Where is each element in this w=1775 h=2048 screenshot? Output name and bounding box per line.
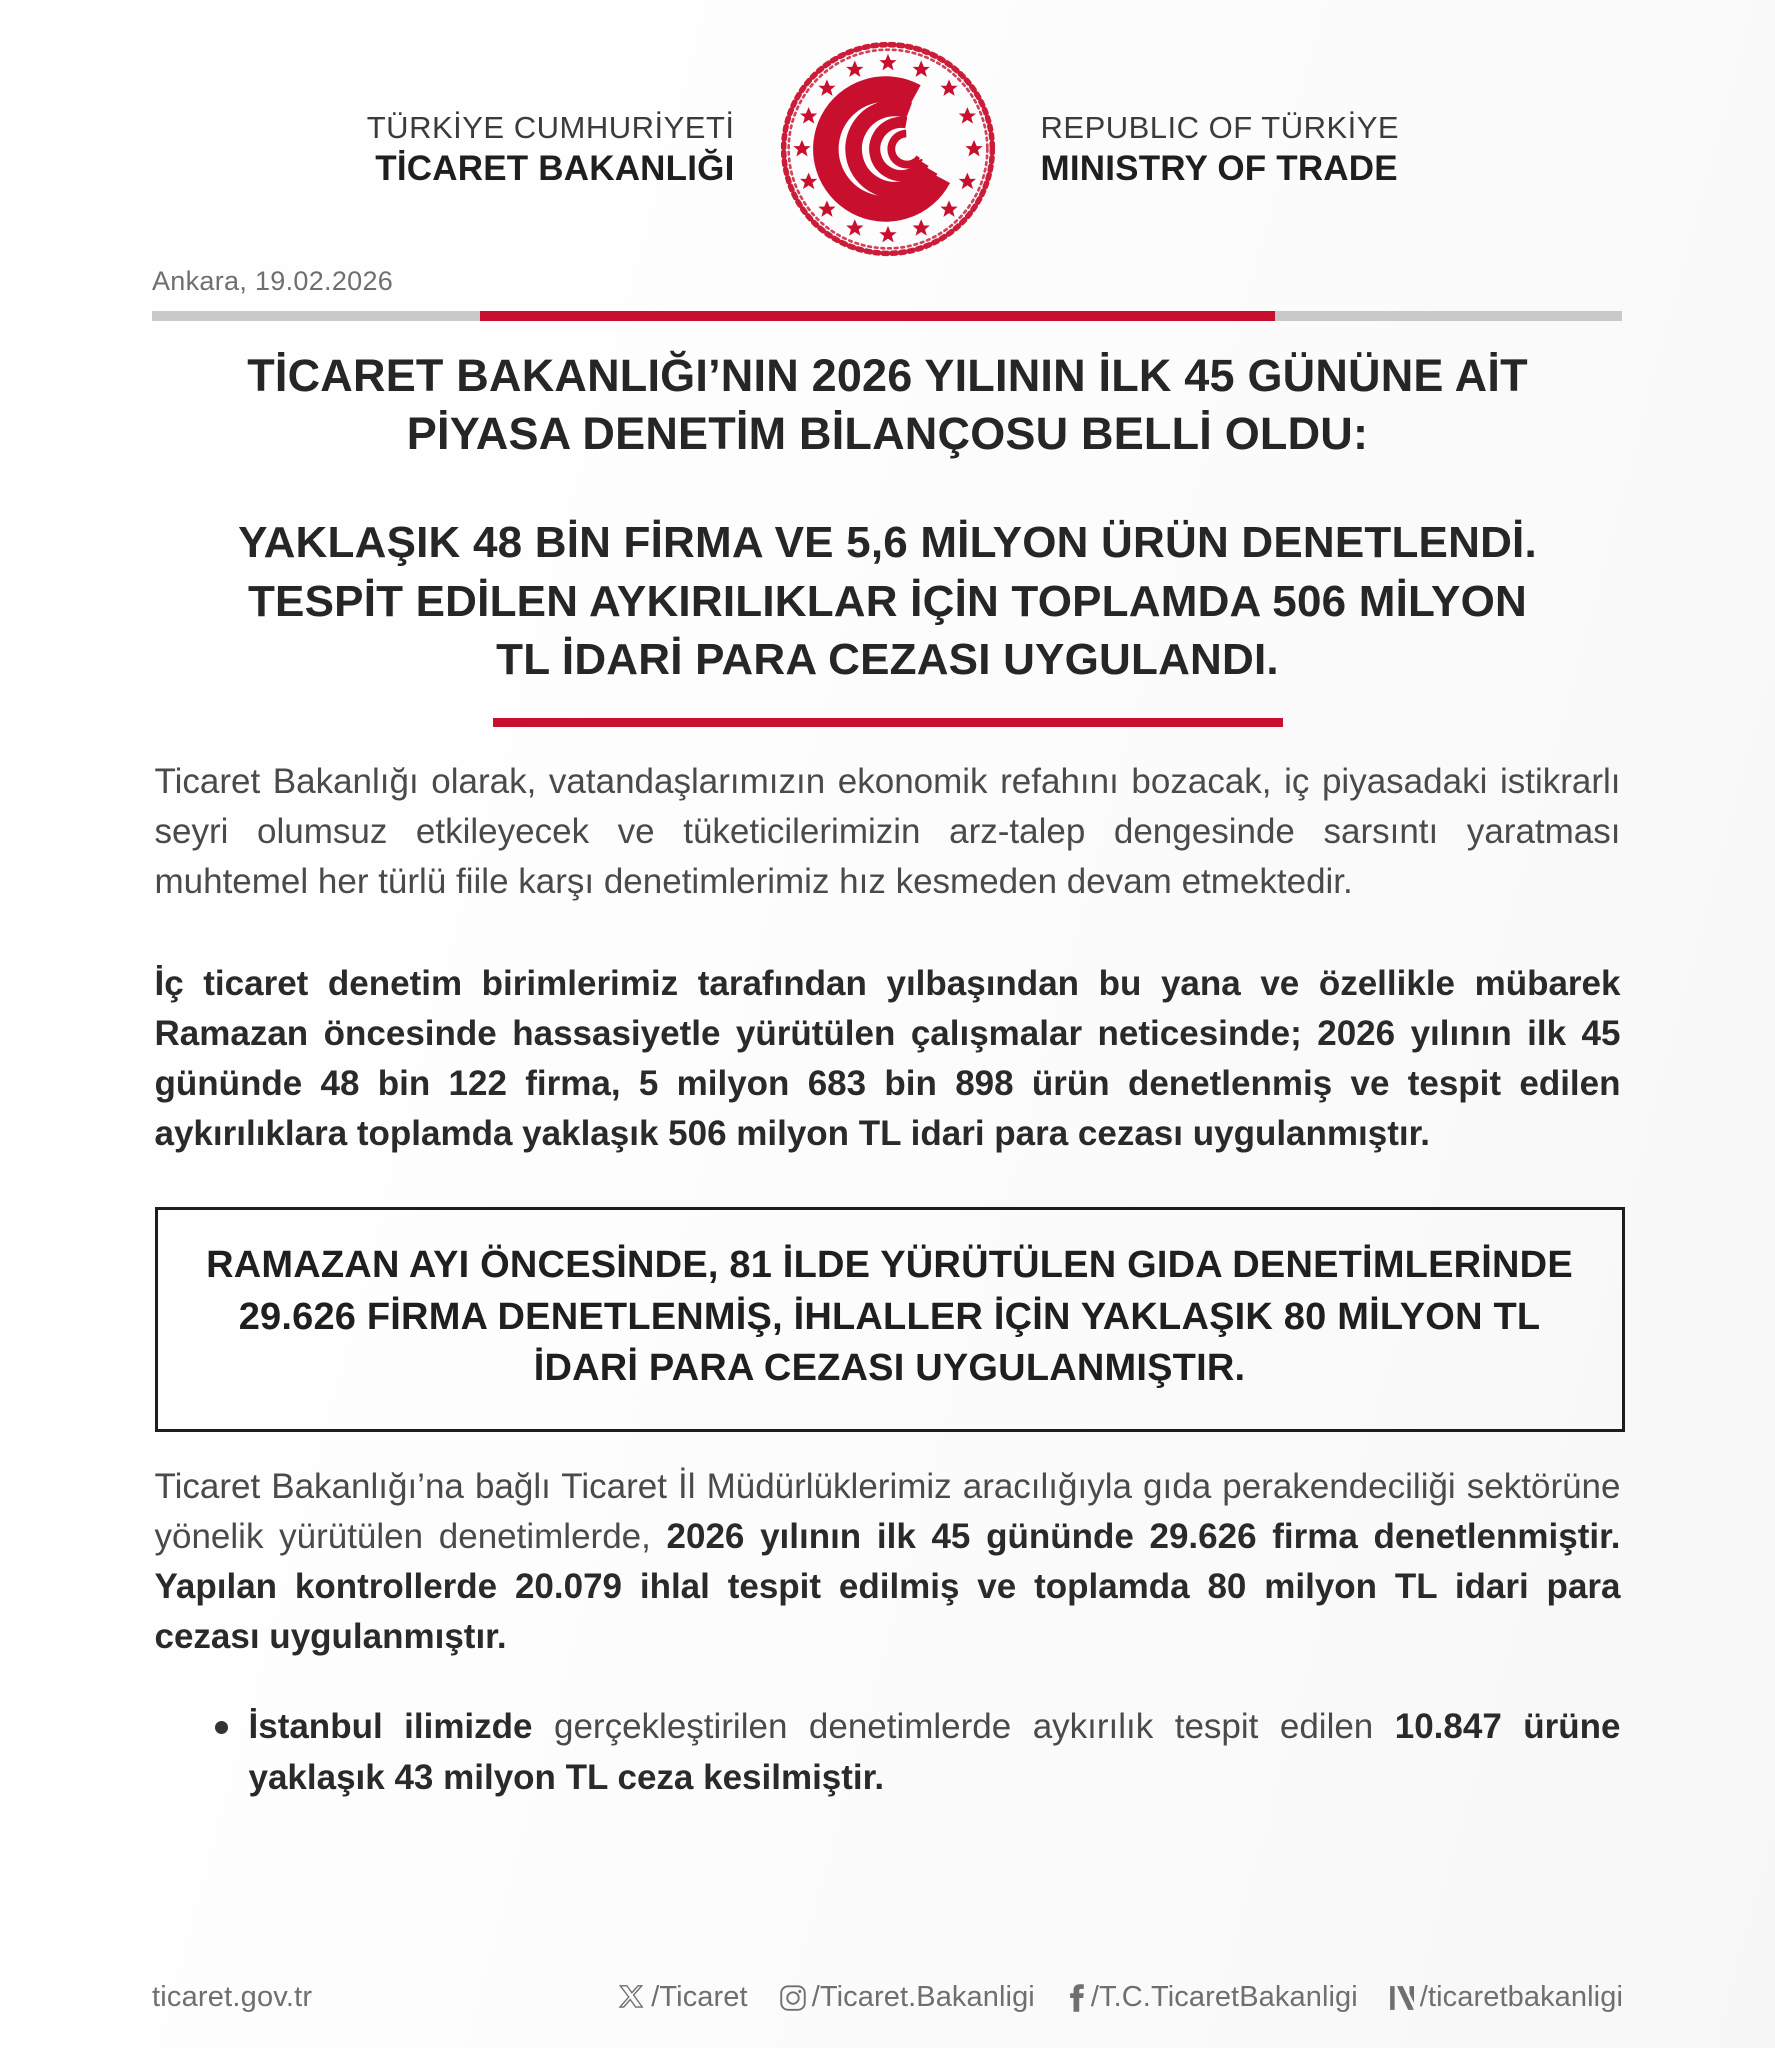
header-turkish-block (293, 108, 753, 190)
dateline: Ankara, 19.02.2026 (152, 266, 394, 296)
paragraph-3 (155, 1462, 1621, 1662)
bullet-list (155, 1702, 1621, 1804)
document-header (0, 0, 1775, 260)
social-link-x[interactable] (617, 1981, 747, 2014)
header-english-block (1023, 108, 1483, 190)
highlight-callout-box: RAMAZAN AYI ÖNCESİNDE, 81 İLDE YÜRÜTÜLEN GIDA DENETİMLERİNDE 29.626 FİRMA DENETLENMİŞ, İHLALLER İÇİN YAKLAŞIK 80 MİLYON TL İDARİ PARA CEZASI UYGULANMIŞTIR. (155, 1207, 1625, 1432)
paragraph-3-emphasis: 2026 yılının ilk 45 gününde 29.626 firma denetlenmiştir. Yapılan kontrollerde 20.079 ihlal tespit edilmiş ve toplamda 80 milyon TL idari para cezası uygulanmıştır. (154, 1517, 1621, 1657)
page-title: TİCARET BAKANLIĞI’NIN 2026 YILININ İLK 45 GÜNÜNE AİT PİYASA DENETİM BİLANÇOSU BELLİ OLDU: (247, 350, 1528, 459)
social-link-nsosyal[interactable] (1388, 1981, 1623, 2014)
title-divider-rule (493, 718, 1283, 727)
paragraph-3-lead: Ticaret Bakanlığı’na bağlı Ticaret İl Müdürlüklerimiz aracılığıyla gıda perakendeciliği sektörüne yönelik yürütülen denetimlerde, (154, 1467, 1621, 1557)
page-subtitle: YAKLAŞIK 48 BİN FİRMA VE 5,6 MİLYON ÜRÜN DENETLENDİ. TESPİT EDİLEN AYKIRILIKLAR İÇİN TOPLAMDA 506 MİLYON TL İDARİ PARA CEZASI UYGULANDI. (238, 518, 1537, 685)
turkish-state-emblem-icon (777, 38, 999, 260)
header-tr-line1: TÜRKİYE CUMHURİYETİ (366, 110, 735, 146)
x-handle: /Ticaret (651, 1981, 748, 2013)
nsosyal-icon (1388, 1983, 1416, 2013)
header-en-line2: MINISTRY OF TRADE (1040, 148, 1398, 188)
social-link-facebook[interactable] (1065, 1981, 1358, 2014)
facebook-handle: /T.C.TicaretBakanligi (1090, 1981, 1358, 2013)
bullet-1-lead-emphasis: İstanbul ilimizde (248, 1707, 533, 1747)
x-twitter-icon (617, 1983, 647, 2013)
document-body (153, 757, 1623, 1804)
instagram-icon (778, 1983, 808, 2013)
document-footer (0, 1981, 1775, 2014)
social-link-instagram[interactable] (778, 1981, 1035, 2014)
instagram-handle: /Ticaret.Bakanligi (811, 1981, 1035, 2013)
facebook-icon (1065, 1983, 1087, 2013)
list-item (215, 1702, 1621, 1804)
website-url[interactable]: ticaret.gov.tr (152, 1981, 313, 2013)
header-divider-rule (152, 311, 1622, 321)
paragraph-1: Ticaret Bakanlığı olarak, vatandaşlarımızın ekonomik refahını bozacak, iç piyasadaki istikrarlı seyri olumsuz etkileyecek ve tüketicilerimizin arz-talep dengesinde sarsıntı yaratması muhtemel her türlü fiile karşı denetimlerimiz hız kesmeden devam etmektedir. (154, 761, 1621, 901)
paragraph-2: İç ticaret denetim birimlerimiz tarafından yılbaşından bu yana ve özellikle mübarek Ramazan öncesinde hassasiyetle yürütülen çalışmalar neticesinde; 2026 yılının ilk 45 gününde 48 bin 122 firma, 5 milyon 683 bin 898 ürün denetlenmiş ve tespit edilen aykırılıklara toplamda yaklaşık 506 milyon TL idari para cezası uygulanmıştır. (154, 963, 1621, 1154)
header-tr-line2: TİCARET BAKANLIĞI (375, 148, 735, 188)
bullet-1-middle: gerçekleştirilen denetimlerde aykırılık tespit edilen (532, 1707, 1395, 1747)
nsosyal-handle: /ticaretbakanligi (1419, 1981, 1623, 2013)
header-en-line1: REPUBLIC OF TÜRKİYE (1040, 110, 1400, 146)
bullet-1-trailing-emphasis: 10.847 ürüne yaklaşık 43 milyon TL ceza kesilmiştir. (248, 1707, 1621, 1798)
social-links-group (617, 1981, 1623, 2014)
